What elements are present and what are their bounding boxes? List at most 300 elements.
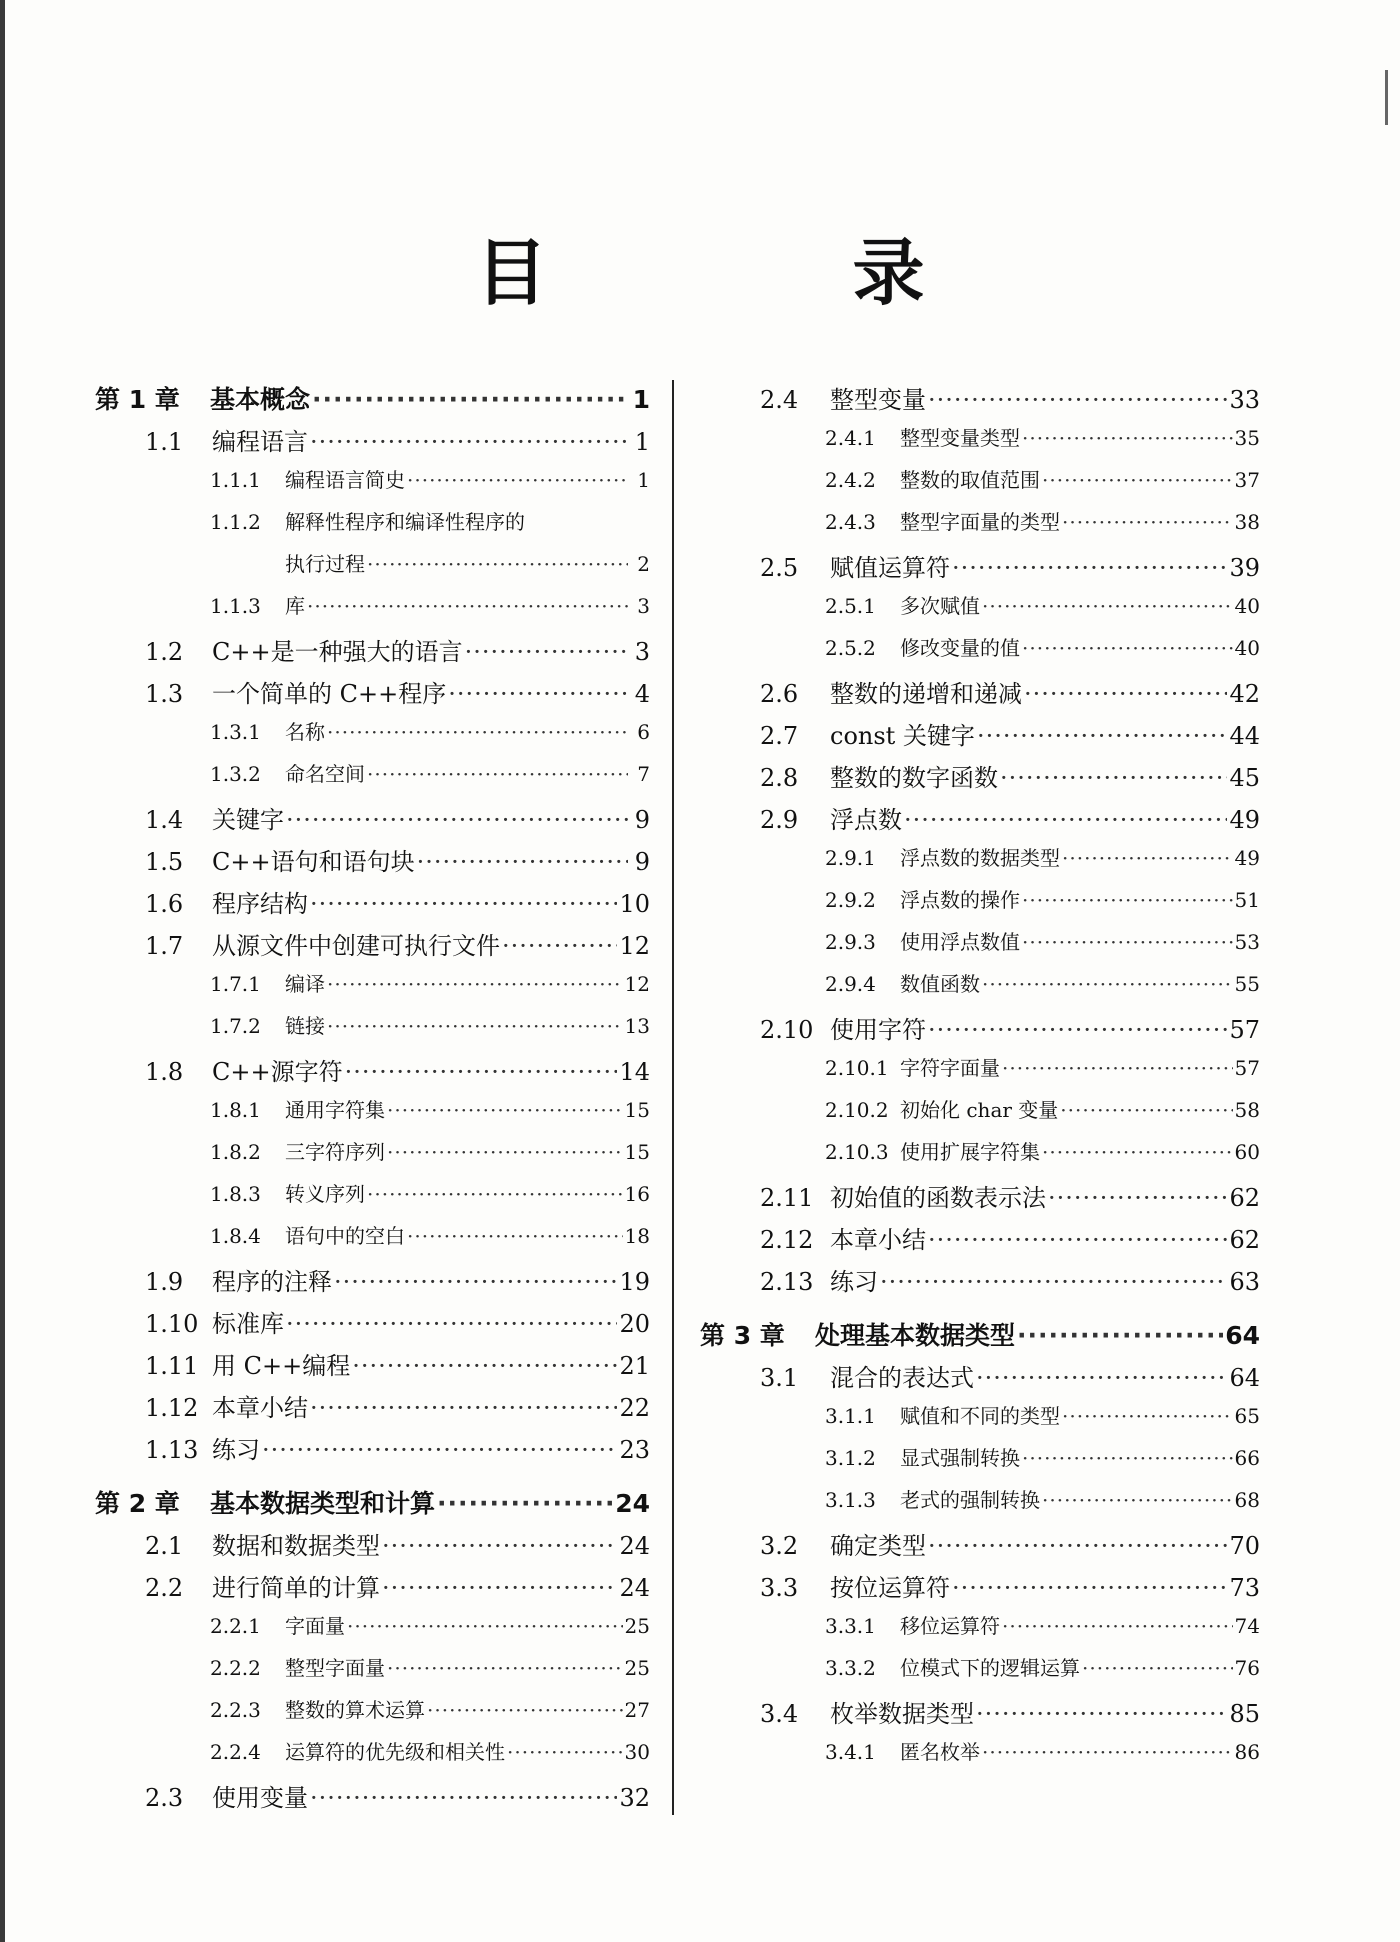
entry-title: 解释性程序和编译性程序的 [285, 510, 525, 534]
entry-page-number: 62 [1229, 1184, 1260, 1212]
entry-title: 确定类型 [830, 1532, 926, 1560]
toc-entry-section[interactable] [700, 1220, 1260, 1262]
entry-number: 1.8.3 [210, 1182, 261, 1206]
entry-title: 练习 [830, 1268, 878, 1296]
entry-number: 2.9 [760, 806, 799, 834]
toc-entry-section[interactable] [95, 842, 650, 884]
entry-number: 2.4.3 [825, 510, 876, 534]
entry-page-number: 57 [1229, 1016, 1260, 1044]
toc-entry-section[interactable] [95, 1388, 650, 1430]
toc-entry-sub[interactable] [700, 842, 1260, 884]
toc-entry-sub[interactable] [95, 1694, 650, 1736]
entry-page-number: 68 [1234, 1488, 1260, 1512]
toc-entry-section[interactable] [700, 1694, 1260, 1736]
entry-number: 1.10 [145, 1310, 199, 1338]
entry-page-number: 73 [1229, 1574, 1260, 1602]
leader-dots [982, 594, 1233, 618]
toc-entry-section[interactable] [700, 1262, 1260, 1304]
leader-dots [952, 554, 1227, 582]
entry-title: 整数的递增和递减 [830, 680, 1022, 708]
toc-entry-chapter[interactable] [95, 1484, 650, 1526]
leader-dots [904, 806, 1227, 834]
leader-dots [345, 1058, 618, 1086]
leader-dots [928, 1226, 1227, 1254]
leader-dots [307, 594, 628, 618]
entry-title: 移位运算符 [900, 1614, 1000, 1638]
entry-title: 整数的数字函数 [830, 764, 998, 792]
entry-number: 1.3 [145, 680, 184, 708]
toc-entry-sub[interactable] [700, 926, 1260, 968]
entry-page-number: 37 [1234, 468, 1260, 492]
toc-entry-sub[interactable] [700, 1400, 1260, 1442]
entry-number: 2.4 [760, 386, 799, 414]
entry-number: 2.9.2 [825, 888, 876, 912]
toc-entry-sub[interactable] [95, 1652, 650, 1694]
entry-page-number: 25 [624, 1656, 650, 1680]
toc-entry-sub[interactable] [700, 590, 1260, 632]
entry-title: 数据和数据类型 [212, 1532, 380, 1560]
entry-page-number: 63 [1229, 1268, 1260, 1296]
leader-dots [437, 1489, 613, 1518]
entry-number: 2.12 [760, 1226, 814, 1254]
entry-number: 1.7.1 [210, 972, 261, 996]
leader-dots [1042, 1140, 1233, 1164]
entry-page-number: 64 [1225, 1321, 1260, 1350]
leader-dots [382, 1574, 617, 1602]
entry-page-number: 1 [637, 468, 650, 492]
toc-right-column [700, 380, 1260, 1778]
entry-page-number: 44 [1229, 722, 1260, 750]
toc-entry-sub[interactable] [95, 464, 650, 506]
entry-title: 关键字 [212, 806, 284, 834]
toc-entry-sub[interactable] [700, 632, 1260, 674]
toc-entry-section[interactable] [700, 716, 1260, 758]
entry-title: 链接 [285, 1014, 325, 1038]
entry-title: 枚举数据类型 [830, 1700, 974, 1728]
entry-title: 进行简单的计算 [212, 1574, 380, 1602]
entry-page-number: 40 [1234, 594, 1260, 618]
entry-title: 语句中的空白 [285, 1224, 405, 1248]
entry-title: const 关键字 [830, 722, 975, 750]
entry-title: 使用字符 [830, 1016, 926, 1044]
entry-number: 2.1 [145, 1532, 184, 1560]
leader-dots [880, 1268, 1227, 1296]
toc-entry-section[interactable] [700, 1178, 1260, 1220]
entry-title: 赋值和不同的类型 [900, 1404, 1060, 1428]
entry-page-number: 19 [619, 1268, 650, 1296]
leader-dots [928, 1532, 1227, 1560]
leader-dots [1022, 1446, 1233, 1470]
entry-page-number: 58 [1234, 1098, 1260, 1122]
leader-dots [407, 468, 628, 492]
entry-number: 1.7.2 [210, 1014, 261, 1038]
entry-number: 2.10 [760, 1016, 814, 1044]
entry-page-number: 20 [619, 1310, 650, 1338]
entry-title: 修改变量的值 [900, 636, 1020, 660]
entry-number: 2.4.1 [825, 426, 876, 450]
entry-title: 名称 [285, 720, 325, 744]
entry-page-number: 74 [1234, 1614, 1260, 1638]
toc-entry-sub[interactable] [700, 506, 1260, 548]
entry-page-number: 23 [619, 1436, 650, 1464]
entry-title: 编译 [285, 972, 325, 996]
toc-entry-sub[interactable] [95, 506, 650, 548]
entry-title: 基本概念 [210, 385, 311, 414]
entry-number: 2.4.2 [825, 468, 876, 492]
entry-title: 多次赋值 [900, 594, 980, 618]
entry-number: 3.1.3 [825, 1488, 876, 1512]
entry-number: 1.5 [145, 848, 184, 876]
entry-title: 整型变量 [830, 386, 926, 414]
toc-entry-section[interactable] [95, 1526, 650, 1568]
entry-title: 程序的注释 [212, 1268, 332, 1296]
entry-page-number: 10 [619, 890, 650, 918]
entry-title: 从源文件中创建可执行文件 [212, 932, 500, 960]
leader-dots [407, 1224, 623, 1248]
toc-left-column [95, 380, 650, 1820]
leader-dots [1002, 1614, 1233, 1638]
leader-dots [1022, 636, 1233, 660]
entry-page-number: 12 [619, 932, 650, 960]
entry-title: 命名空间 [285, 762, 365, 786]
entry-page-number: 12 [624, 972, 650, 996]
toc-entry-section[interactable] [700, 548, 1260, 590]
leader-dots [976, 1700, 1227, 1728]
entry-title: C++源字符 [212, 1058, 343, 1086]
leader-dots [1042, 468, 1233, 492]
entry-page-number: 6 [637, 720, 650, 744]
entry-page-number: 9 [634, 806, 650, 834]
entry-title: 用 C++编程 [212, 1352, 351, 1380]
entry-page-number: 4 [634, 680, 650, 708]
entry-number: 2.2.2 [210, 1656, 261, 1680]
entry-page-number: 22 [619, 1394, 650, 1422]
toc-entry-section[interactable] [700, 800, 1260, 842]
entry-page-number: 33 [1229, 386, 1260, 414]
entry-title: C++语句和语句块 [212, 848, 415, 876]
entry-page-number: 30 [624, 1740, 650, 1764]
entry-number: 3.3.2 [825, 1656, 876, 1680]
entry-title: 处理基本数据类型 [815, 1321, 1016, 1350]
leader-dots [327, 972, 623, 996]
toc-entry-section[interactable] [95, 1778, 650, 1820]
entry-number: 第 2 章 [95, 1489, 180, 1518]
leader-dots [1002, 1056, 1233, 1080]
leader-dots [1048, 1184, 1227, 1212]
entry-title: 使用扩展字符集 [900, 1140, 1040, 1164]
entry-title: 练习 [212, 1436, 260, 1464]
toc-entry-sub[interactable] [95, 1010, 650, 1052]
entry-title: 整数的取值范围 [900, 468, 1040, 492]
entry-page-number: 1 [632, 385, 650, 414]
toc-entry-chapter[interactable] [700, 1316, 1260, 1358]
leader-dots [1062, 846, 1233, 870]
entry-title: 位模式下的逻辑运算 [900, 1656, 1080, 1680]
entry-title: 混合的表达式 [830, 1364, 974, 1392]
entry-page-number: 49 [1234, 846, 1260, 870]
entry-title: 老式的强制转换 [900, 1488, 1040, 1512]
entry-number: 2.8 [760, 764, 799, 792]
toc-entry-section[interactable] [700, 1010, 1260, 1052]
toc-entry-section[interactable] [700, 1568, 1260, 1610]
toc-entry-sub[interactable] [700, 968, 1260, 1010]
leader-dots [1022, 888, 1233, 912]
leader-dots [286, 1310, 617, 1338]
entry-page-number: 53 [1234, 930, 1260, 954]
leader-dots [387, 1098, 623, 1122]
toc-entry-section[interactable] [95, 926, 650, 968]
entry-number: 1.1 [145, 428, 184, 456]
entry-number: 1.8.2 [210, 1140, 261, 1164]
toc-entry-sub[interactable] [700, 464, 1260, 506]
toc-entry-section[interactable] [700, 380, 1260, 422]
entry-page-number: 45 [1229, 764, 1260, 792]
entry-page-number: 24 [615, 1489, 650, 1518]
entry-page-number: 76 [1234, 1656, 1260, 1680]
leader-dots [952, 1574, 1227, 1602]
toc-entry-section[interactable] [95, 632, 650, 674]
toc-entry-section[interactable] [95, 1346, 650, 1388]
entry-title: C++是一种强大的语言 [212, 638, 463, 666]
leader-dots [286, 806, 628, 834]
entry-number: 3.2 [760, 1532, 799, 1560]
toc-entry-sub[interactable] [95, 968, 650, 1010]
toc-entry-section[interactable] [95, 1262, 650, 1304]
entry-number: 1.3.1 [210, 720, 261, 744]
entry-page-number: 49 [1229, 806, 1260, 834]
entry-page-number: 15 [624, 1140, 650, 1164]
page-title: 目 录 [475, 231, 1065, 315]
leader-dots [507, 1740, 623, 1764]
toc-entry-section[interactable] [700, 1358, 1260, 1400]
toc-entry-sub[interactable] [95, 590, 650, 632]
leader-dots [1024, 680, 1227, 708]
entry-page-number: 27 [624, 1698, 650, 1722]
toc-entry-section[interactable] [700, 758, 1260, 800]
entry-title: 浮点数 [830, 806, 902, 834]
toc-entry-sub[interactable] [95, 1610, 650, 1652]
entry-title: 浮点数的数据类型 [900, 846, 1060, 870]
leader-dots [367, 552, 628, 576]
entry-title: 三字符序列 [285, 1140, 385, 1164]
leader-dots [417, 848, 628, 876]
leader-dots [982, 1740, 1233, 1764]
entry-number: 第 1 章 [95, 385, 180, 414]
toc-entry-section[interactable] [95, 1568, 650, 1610]
toc-entry-section[interactable] [95, 1430, 650, 1472]
toc-entry-sub[interactable] [700, 1610, 1260, 1652]
toc-entry-sub[interactable] [700, 422, 1260, 464]
entry-page-number: 9 [634, 848, 650, 876]
toc-entry-sub[interactable] [700, 1736, 1260, 1778]
entry-number: 3.3 [760, 1574, 799, 1602]
entry-number: 1.1.2 [210, 510, 261, 534]
toc-entry-section[interactable] [95, 800, 650, 842]
entry-number: 2.10.1 [825, 1056, 889, 1080]
entry-title: 通用字符集 [285, 1098, 385, 1122]
toc-entry-section[interactable] [700, 674, 1260, 716]
entry-page-number: 2 [637, 552, 650, 576]
leader-dots [1062, 1404, 1233, 1428]
entry-title: 运算符的优先级和相关性 [285, 1740, 505, 1764]
toc-entry-cont[interactable] [95, 548, 650, 590]
entry-title: 标准库 [212, 1310, 284, 1338]
leader-dots [1000, 764, 1227, 792]
leader-dots [334, 1268, 617, 1296]
entry-number: 1.7 [145, 932, 184, 960]
leader-dots [976, 1364, 1227, 1392]
entry-title: 编程语言 [212, 428, 308, 456]
entry-number: 3.1 [760, 1364, 799, 1392]
entry-page-number: 42 [1229, 680, 1260, 708]
entry-title: 本章小结 [212, 1394, 308, 1422]
entry-number: 1.8 [145, 1058, 184, 1086]
entry-page-number: 18 [624, 1224, 650, 1248]
toc-entry-chapter[interactable] [95, 380, 650, 422]
leader-dots [977, 722, 1228, 750]
entry-number: 2.9.4 [825, 972, 876, 996]
entry-title: 基本数据类型和计算 [210, 1489, 436, 1518]
toc-entry-sub[interactable] [95, 1178, 650, 1220]
entry-page-number: 24 [619, 1532, 650, 1560]
entry-page-number: 3 [637, 594, 650, 618]
entry-page-number: 62 [1229, 1226, 1260, 1254]
toc-entry-section[interactable] [700, 1526, 1260, 1568]
entry-number: 2.9.3 [825, 930, 876, 954]
entry-title: 整型字面量的类型 [900, 510, 1060, 534]
entry-title: 按位运算符 [830, 1574, 950, 1602]
entry-number: 2.5.1 [825, 594, 876, 618]
entry-page-number: 35 [1234, 426, 1260, 450]
leader-dots [347, 1614, 623, 1638]
leader-dots [1042, 1488, 1233, 1512]
entry-number: 1.2 [145, 638, 184, 666]
entry-number: 1.1.3 [210, 594, 261, 618]
entry-number: 1.13 [145, 1436, 199, 1464]
leader-dots [310, 1394, 617, 1422]
leader-dots [1082, 1656, 1233, 1680]
toc-entry-sub[interactable] [95, 1136, 650, 1178]
toc-entry-section[interactable] [95, 422, 650, 464]
leader-dots [367, 1182, 623, 1206]
leader-dots [327, 720, 628, 744]
toc-entry-sub[interactable] [700, 1484, 1260, 1526]
entry-page-number: 13 [624, 1014, 650, 1038]
entry-title: 整数的算术运算 [285, 1698, 425, 1722]
toc-entry-sub[interactable] [95, 758, 650, 800]
entry-page-number: 39 [1229, 554, 1260, 582]
leader-dots [427, 1698, 623, 1722]
entry-number: 2.2.1 [210, 1614, 261, 1638]
leader-dots [928, 1016, 1227, 1044]
leader-dots [310, 428, 628, 456]
leader-dots [312, 385, 628, 414]
entry-number: 1.12 [145, 1394, 199, 1422]
entry-title: 赋值运算符 [830, 554, 950, 582]
entry-title: 整型变量类型 [900, 426, 1020, 450]
entry-page-number: 16 [624, 1182, 650, 1206]
entry-page-number: 32 [619, 1784, 650, 1812]
toc-entry-sub[interactable] [700, 1094, 1260, 1136]
leader-dots [1017, 1321, 1223, 1350]
entry-title: 转义序列 [285, 1182, 365, 1206]
leader-dots [1022, 426, 1233, 450]
entry-number: 1.8.4 [210, 1224, 261, 1248]
leader-dots [1022, 930, 1233, 954]
toc-entry-section[interactable] [95, 884, 650, 926]
entry-page-number: 21 [619, 1352, 650, 1380]
leader-dots [448, 680, 628, 708]
toc-entry-sub[interactable] [700, 884, 1260, 926]
chapter-gap [95, 1472, 650, 1484]
leader-dots [310, 1784, 617, 1812]
entry-number: 3.4.1 [825, 1740, 876, 1764]
leader-dots [387, 1140, 623, 1164]
entry-number: 2.13 [760, 1268, 814, 1296]
entry-page-number: 86 [1234, 1740, 1260, 1764]
leader-dots [1060, 1098, 1232, 1122]
entry-number: 1.9 [145, 1268, 184, 1296]
entry-page-number: 57 [1234, 1056, 1260, 1080]
toc-entry-section[interactable] [95, 1052, 650, 1094]
toc-entry-sub[interactable] [95, 1220, 650, 1262]
entry-page-number: 14 [619, 1058, 650, 1086]
entry-number: 2.2.3 [210, 1698, 261, 1722]
entry-page-number: 70 [1229, 1532, 1260, 1560]
leader-dots [262, 1436, 617, 1464]
chapter-gap [700, 1304, 1260, 1316]
entry-page-number: 15 [624, 1098, 650, 1122]
toc-entry-sub[interactable] [700, 1442, 1260, 1484]
toc-entry-sub[interactable] [700, 1136, 1260, 1178]
entry-number: 2.11 [760, 1184, 814, 1212]
entry-page-number: 55 [1234, 972, 1260, 996]
entry-number: 2.10.2 [825, 1098, 889, 1122]
leader-dots [502, 932, 617, 960]
entry-number: 1.8.1 [210, 1098, 261, 1122]
entry-title: 显式强制转换 [900, 1446, 1020, 1470]
leader-dots [928, 386, 1227, 414]
leader-dots [352, 1352, 617, 1380]
leader-dots [465, 638, 628, 666]
entry-number: 1.4 [145, 806, 184, 834]
entry-number: 3.3.1 [825, 1614, 876, 1638]
entry-title: 匿名枚举 [900, 1740, 980, 1764]
entry-number: 1.11 [145, 1352, 199, 1380]
toc-entry-sub[interactable] [700, 1652, 1260, 1694]
entry-number: 1.3.2 [210, 762, 261, 786]
toc-entry-sub[interactable] [95, 716, 650, 758]
toc-entry-sub[interactable] [95, 1094, 650, 1136]
toc-entry-sub[interactable] [700, 1052, 1260, 1094]
entry-page-number: 65 [1234, 1404, 1260, 1428]
entry-title: 一个简单的 C++程序 [212, 680, 447, 708]
entry-number: 2.10.3 [825, 1140, 889, 1164]
leader-dots [367, 762, 628, 786]
entry-number: 3.4 [760, 1700, 799, 1728]
toc-entry-sub[interactable] [95, 1736, 650, 1778]
entry-title: 字符字面量 [900, 1056, 1000, 1080]
entry-number: 2.5.2 [825, 636, 876, 660]
entry-page-number: 38 [1234, 510, 1260, 534]
toc-entry-section[interactable] [95, 674, 650, 716]
entry-title: 本章小结 [830, 1226, 926, 1254]
entry-page-number: 1 [634, 428, 650, 456]
leader-dots [382, 1532, 617, 1560]
toc-entry-section[interactable] [95, 1304, 650, 1346]
entry-title: 使用变量 [212, 1784, 308, 1812]
leader-dots [982, 972, 1233, 996]
